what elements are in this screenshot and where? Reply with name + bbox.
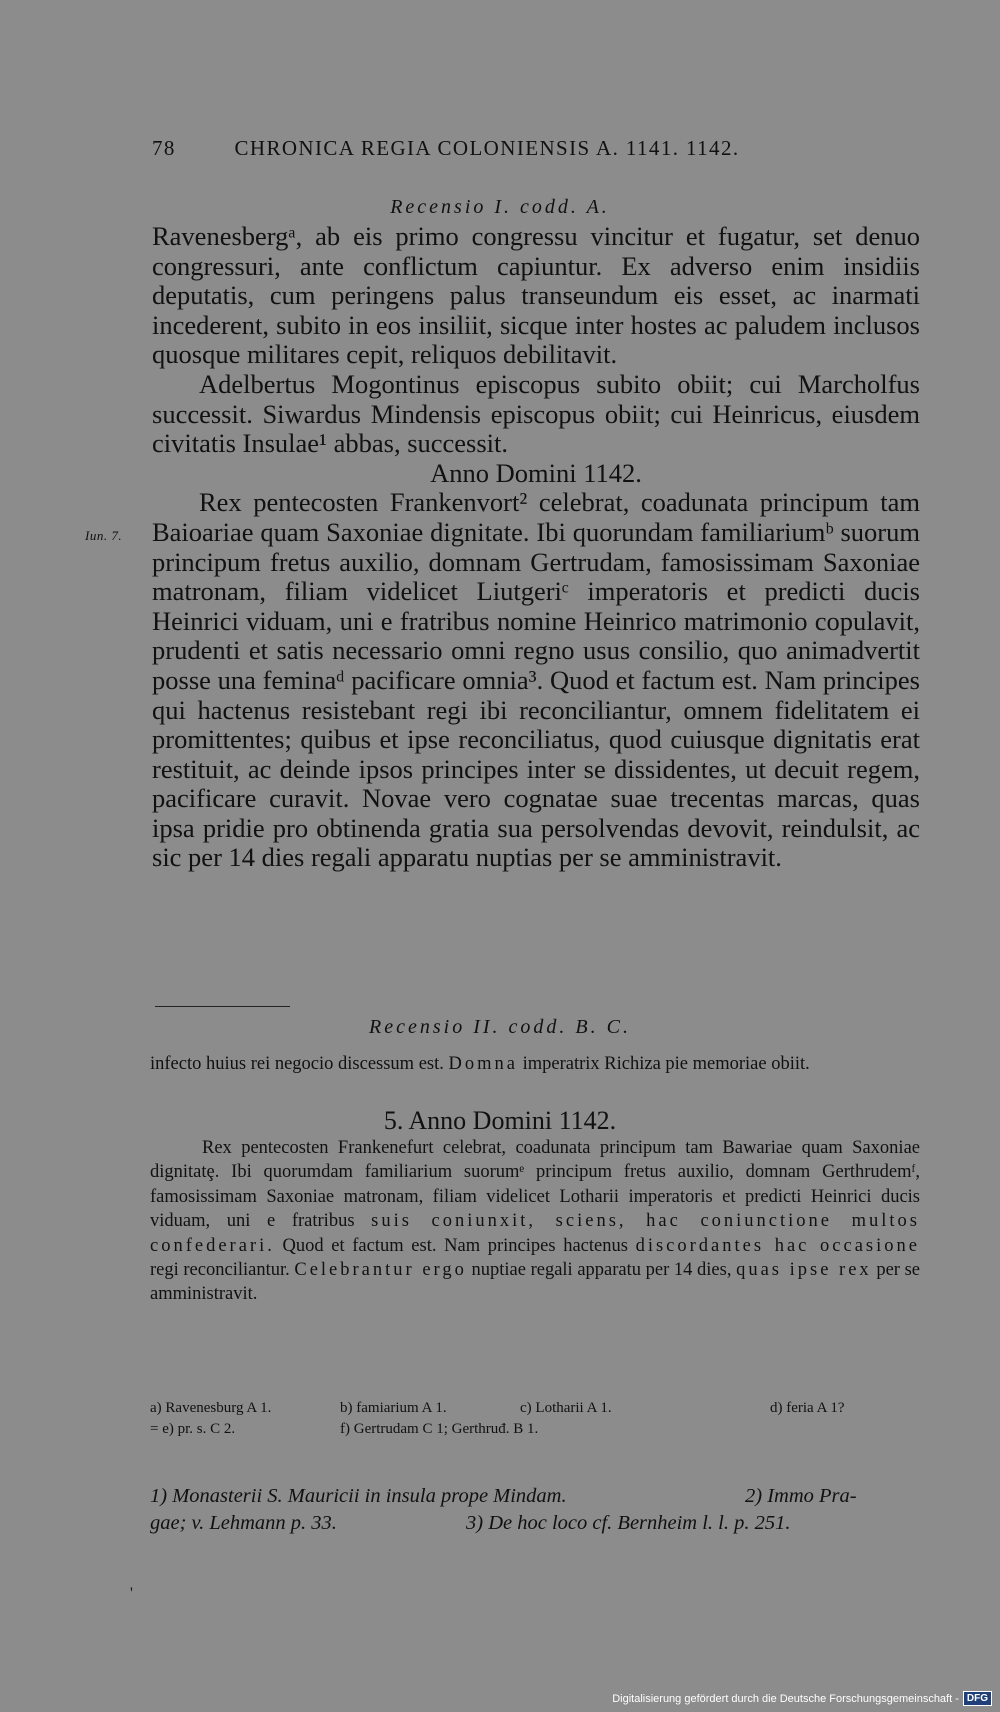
footnote-3: 3) De hoc loco cf. Bernheim l. l. p. 251. bbox=[466, 1512, 791, 1534]
recensio-1-paragraph-1: Ravenesbergᵃ, ab eis primo congressu vincitur et fugatur, set denuo congressuri, ante conflictum capiuntur. Ex adverso enim insidiis deputatis, cum peringens palus transeundum eis esset, ac inarmati incederent, subito in eos insiliit, sicque inter hostes ac paludem inclusos quosque militares cepit, reliquos debilitavit. bbox=[152, 221, 920, 370]
recensio-2-spaced-2: discordantes hac occasione bbox=[635, 1235, 920, 1256]
recensio-2-heading: Recensio II. codd. B. C. bbox=[369, 1016, 631, 1038]
recensio-2-text-c: regi reconciliantur. bbox=[150, 1260, 295, 1281]
recensio-2-intro-a: infecto huius rei negocio discessum est. bbox=[150, 1054, 449, 1074]
running-header bbox=[152, 136, 832, 161]
footnote-2-end: gae; v. Lehmann p. 33. bbox=[150, 1512, 337, 1534]
footnotes bbox=[150, 1483, 920, 1537]
credit-text: Digitalisierung gefördert durch die Deutsche Forschungsgemeinschaft - bbox=[612, 1692, 959, 1705]
recensio-2-text-a: Rex pentecosten Frankenefurt celebrat, coadunata principum tam Bawariae quam Saxoniae dignitatȩ. Ibi quorumdam familiarium suorumᵉ principum fretus auxilio, domnam Gerthrudemᶠ, famosissimam Saxoniae matronam, filiam videlicet Lotharii imperatoris et predicti Heinrici ducis viduam, uni e fratribus bbox=[150, 1138, 920, 1232]
recensio-1-heading: Recensio I. codd. A. bbox=[390, 196, 610, 218]
variant-d: d) feria A 1? bbox=[770, 1400, 845, 1416]
digitization-credit bbox=[612, 1691, 992, 1706]
stray-mark: ' bbox=[130, 1585, 133, 1602]
recensio-2-text-b: Quod et factum est. Nam principes hactenus bbox=[274, 1235, 636, 1256]
variant-a: a) Ravenesburg A 1. bbox=[150, 1400, 272, 1416]
variant-c: c) Lotharii A 1. bbox=[520, 1400, 612, 1416]
recensio-1-year-heading: Anno Domini 1142. bbox=[430, 457, 642, 488]
page-number: 78 bbox=[152, 136, 176, 160]
recensio-2-intro-b: imperatrix Richiza pie memoriae obiit. bbox=[517, 1054, 810, 1074]
recensio-1-text bbox=[152, 222, 920, 873]
variant-readings bbox=[150, 1398, 920, 1440]
recensio-2-text-e: per se amministravit. bbox=[150, 1260, 920, 1305]
recensio-2-intro-spaced: Domna bbox=[448, 1054, 518, 1074]
variant-e: = e) pr. s. C 2. bbox=[150, 1421, 236, 1437]
recensio-2-spaced-3: Celebrantur ergo bbox=[294, 1260, 467, 1281]
recensio-2-year-heading: 5. Anno Domini 1142. bbox=[383, 1106, 617, 1135]
recensio-2-intro bbox=[150, 1052, 920, 1076]
running-title: CHRONICA REGIA COLONIENSIS A. 1141. 1142. bbox=[234, 136, 740, 160]
recensio-1-paragraph-3: Rex pentecosten Frankenvort² celebrat, coadunata principum tam Baioariae quam Saxoniae dignitate. Ibi quorundam familiariumᵇ suorum principum fretus auxilio, domnam Gertrudam, famosissimam Saxoniae matronam, filiam videlicet Liutgeriᶜ imperatoris et predicti ducis Heinrici viduam, uni e fratribus nomine Heinrico matrimonio copulavit, prudenti et satis necessario omni regno usus consilio, quo animadvertit posse una feminaᵈ pacificare omnia³. Quod et factum est. Nam principes qui hactenus resistebant regi ibi reconciliantur, omnem fidelitatem ei promittentes; quibus et ipse reconciliatus, quod cuiusque dignitatis erat restituit, ac deinde ipsos principes inter se dissidentes, ut decuit regem, pacificare curavit. Novae vero cognatae suae trecentas marcas, quas ipsa pridie pro obtinenda gratia sua persolvendas devovit, reindulsit, ac sic per 14 dies regali apparatu nuptias per se amministravit. bbox=[152, 487, 920, 873]
variant-b: b) famiarium A 1. bbox=[340, 1400, 447, 1416]
variant-f: f) Gertrudam C 1; Gerthruđ. B 1. bbox=[340, 1421, 539, 1437]
recensio-1-paragraph-2: Adelbertus Mogontinus episcopus subito obiit; cui Marcholfus successit. Siwardus Mindensis episcopus obiit; cui Heinricus, eiusdem civitatis Insulae¹ abbas, successit. bbox=[152, 368, 920, 459]
margin-date-note: Iun. 7. bbox=[85, 528, 123, 543]
footnote-2-start: 2) Immo Pra- bbox=[745, 1485, 857, 1507]
recensio-2-text-d: nuptiae regali apparatu per 14 dies, bbox=[466, 1260, 737, 1281]
recensio-2-text bbox=[150, 1136, 920, 1307]
recensio-2-spaced-1: suis coniunxit, sciens, hac coniunctione multos confederari. bbox=[150, 1211, 920, 1256]
footnote-1: 1) Monasterii S. Mauricii in insula prope Mindam. bbox=[150, 1485, 567, 1507]
section-divider bbox=[155, 1006, 290, 1007]
recensio-2-spaced-4: quas ipse rex bbox=[736, 1260, 872, 1281]
dfg-logo-icon: DFG bbox=[963, 1691, 992, 1706]
